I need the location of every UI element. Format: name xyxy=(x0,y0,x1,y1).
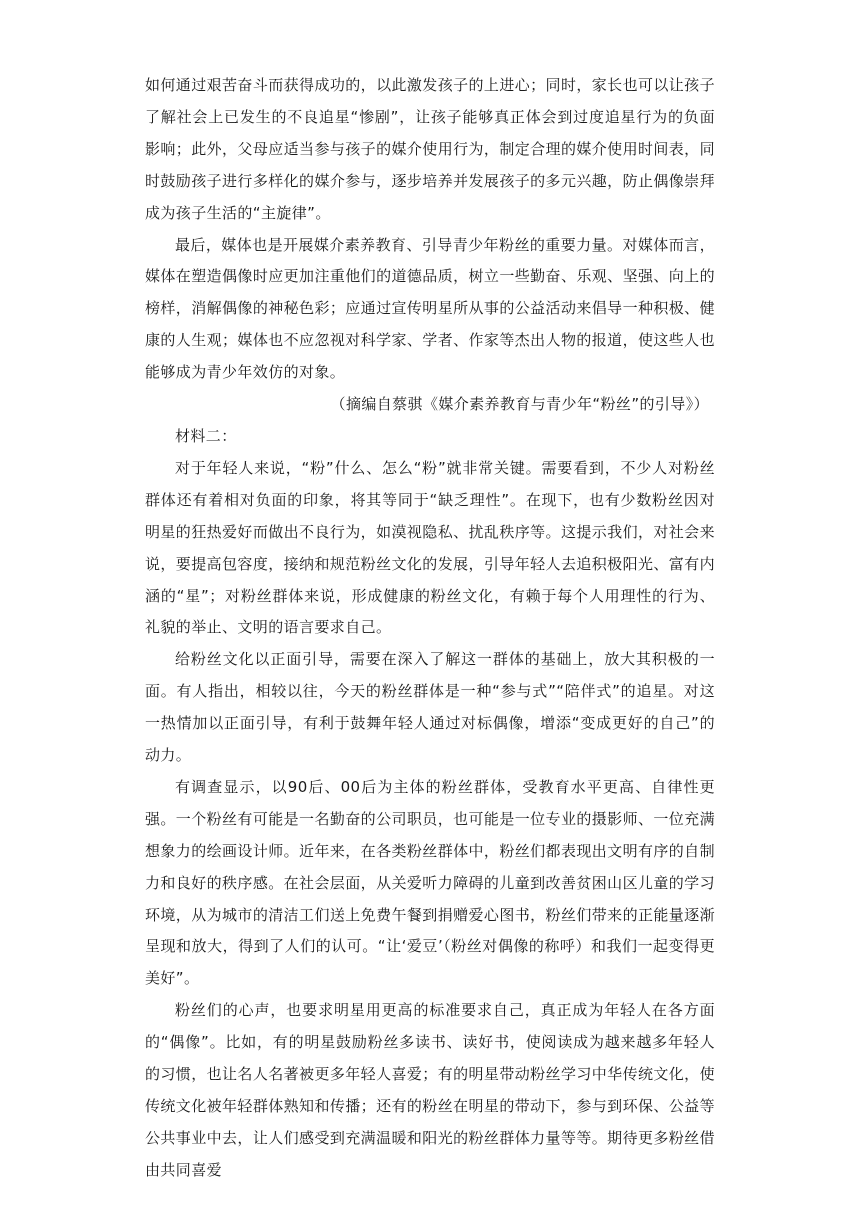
paragraph-star-standards: 粉丝们的心声，也要求明星用更高的标准要求自己，真正成为年轻人在各方面的“偶像”。比如，有的明星鼓励粉丝多读书、读好书，使阅读成为越来越多年轻人的习惯，也让名人名著被更多年轻人喜爱；有的明星带动粉丝学习中华传统文化，使传统文化被年轻群体熟知和传播；还有的粉丝在明星的带动下，参与到环保、公益等公共事业中去，让人们感受到充满温暖和阳光的粉丝群体力量等等。期待更多粉丝借由共同喜爱 xyxy=(145,1001,715,1179)
paragraph-positive-guidance: 给粉丝文化以正面引导，需要在深入了解这一群体的基础上，放大其积极的一面。有人指出，相较以往，今天的粉丝群体是一种“参与式”“陪伴式”的追星。对这一热情加以正面引导，有利于鼓舞年轻人通过对标偶像，增添“变成更好的自己”的动力。 xyxy=(145,650,715,765)
article-body xyxy=(145,70,715,1187)
paragraph-parent-guidance: 如何通过艰苦奋斗而获得成功的，以此激发孩子的上进心；同时，家长也可以让孩子了解社会上已发生的不良追星“惨剧”，让孩子能够真正体会到过度追星行为的负面影响；此外，父母应适当参与孩子的媒介使用行为，制定合理的媒介使用时间表，同时鼓励孩子进行多样化的媒介参与，逐步培养并发展孩子的多元兴趣，防止偶像崇拜成为孩子生活的“主旋律”。 xyxy=(145,76,715,222)
material-two-label: 材料二： xyxy=(175,426,237,445)
paragraph-survey: 有调查显示，以90后、00后为主体的粉丝群体，受教育水平更高、自律性更强。一个粉丝有可能是一名勤奋的公司职员，也可能是一位专业的摄影师、一位充满想象力的绘画设计师。近年来，在各类粉丝群体中，粉丝们都表现出文明有序的自制力和良好的秩序感。在社会层面，从关爱听力障碍的儿童到改善贫困山区儿童的学习环境，从为城市的清洁工们送上免费午餐到捐赠爱心图书，粉丝们带来的正能量逐渐呈现和放大，得到了人们的认可。“让‘爱豆’（粉丝对偶像的称呼）和我们一起变得更美好”。 xyxy=(145,777,715,988)
source-citation: （摘编自蔡骐《媒介素养教育与青少年“粉丝”的引导》） xyxy=(330,395,709,414)
paragraph-media-role: 最后，媒体也是开展媒介素养教育、引导青少年粉丝的重要力量。对媒体而言，媒体在塑造偶像时应更加注重他们的道德品质，树立一些勤奋、乐观、坚强、向上的榜样，消解偶像的神秘色彩；应通过宣传明星所从事的公益活动来倡导一种积极、健康的人生观；媒体也不应忽视对科学家、学者、作家等杰出人物的报道，使这些人也能够成为青少年效仿的对象。 xyxy=(145,235,715,382)
paragraph-fan-attitude: 对于年轻人来说，“粉”什么、怎么“粉”就非常关键。需要看到，不少人对粉丝群体还有着相对负面的印象，将其等同于“缺乏理性”。在现下，也有少数粉丝因对明星的狂热爱好而做出不良行为，如漠视隐私、扰乱秩序等。这提示我们，对社会来说，要提高包容度，接纳和规范粉丝文化的发展，引导年轻人去追积极阳光、富有内涵的“星”；对粉丝群体来说，形成健康的粉丝文化，有赖于每个人用理性的行为、礼貌的举止、文明的语言要求自己。 xyxy=(145,458,715,637)
